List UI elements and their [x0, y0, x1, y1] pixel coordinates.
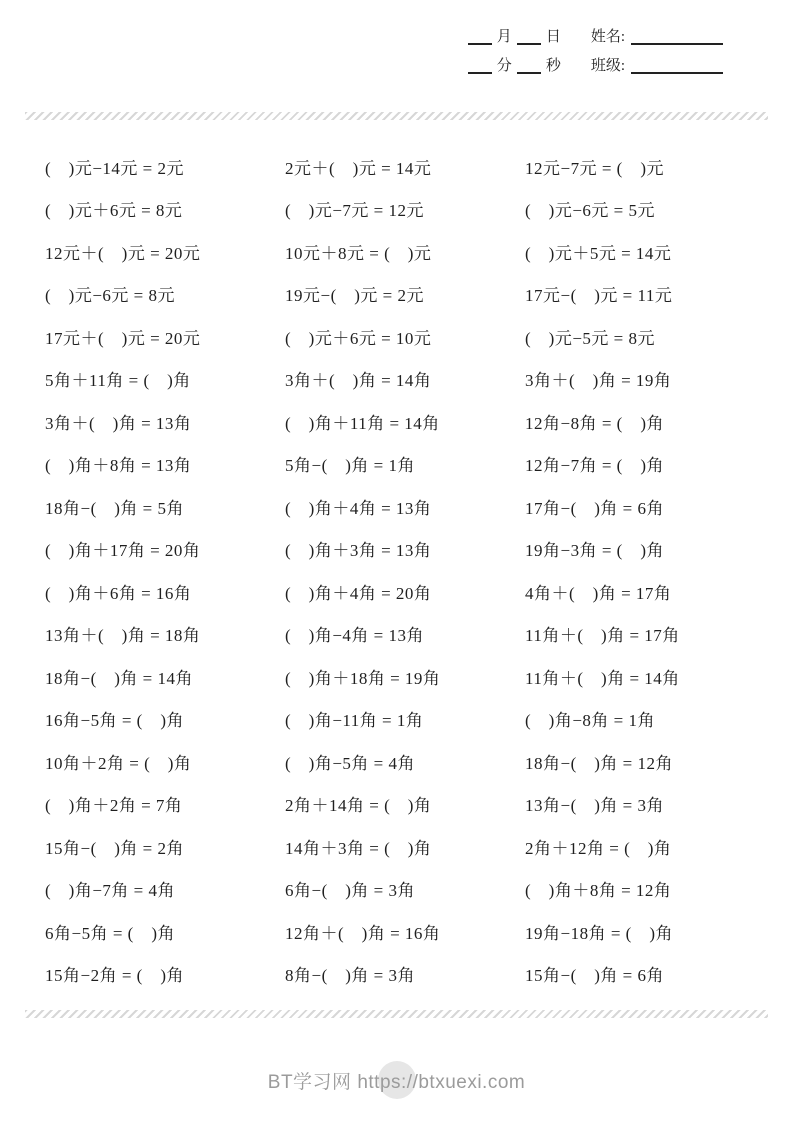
name-label: 姓名:: [590, 29, 625, 45]
problem-cell: 3角＋( )角 = 14角: [285, 371, 432, 391]
problem-cell: ( )元−5元 = 8元: [525, 328, 655, 348]
problem-cell: 18角−( )角 = 12角: [525, 753, 673, 773]
problem-cell: ( )角＋6角 = 16角: [45, 583, 192, 603]
problem-cell: 19角−3角 = ( )角: [525, 541, 664, 561]
worksheet-header: [463, 30, 723, 74]
problem-cell: ( )角＋11角 = 14角: [285, 413, 440, 433]
problem-cell: 12角＋( )角 = 16角: [285, 923, 441, 943]
problem-cell: 6角−5角 = ( )角: [45, 923, 175, 943]
problem-cell: 10元＋8元 = ( )元: [285, 243, 432, 263]
problem-cell: 18角−( )角 = 14角: [45, 668, 193, 688]
problem-cell: 3角＋( )角 = 13角: [45, 413, 192, 433]
minute-blank: [468, 59, 492, 74]
second-blank: [517, 59, 541, 74]
problem-cell: ( )元＋6元 = 8元: [45, 201, 183, 221]
problem-cell: ( )角−8角 = 1角: [525, 711, 655, 731]
problem-cell: ( )元＋5元 = 14元: [525, 243, 672, 263]
problem-cell: 12元−7元 = ( )元: [525, 158, 664, 178]
problem-cell: 15角−( )角 = 6角: [525, 966, 664, 986]
problems-grid: [45, 145, 778, 995]
problem-cell: ( )角−7角 = 4角: [45, 881, 175, 901]
problem-cell: 6角−( )角 = 3角: [285, 881, 415, 901]
month-label: 月: [496, 29, 512, 45]
class-blank: [631, 59, 723, 74]
footer: [0, 1060, 793, 1100]
problem-cell: 10角＋2角 = ( )角: [45, 753, 192, 773]
problem-cell: 16角−5角 = ( )角: [45, 711, 184, 731]
problem-cell: ( )角＋4角 = 20角: [285, 583, 432, 603]
problem-cell: 2元＋( )元 = 14元: [285, 158, 432, 178]
class-label: 班级:: [590, 58, 625, 74]
problem-cell: ( )元−14元 = 2元: [45, 158, 184, 178]
problem-cell: ( )元＋6元 = 10元: [285, 328, 432, 348]
problem-cell: 19元−( )元 = 2元: [285, 286, 424, 306]
problem-cell: 12角−7角 = ( )角: [525, 456, 664, 476]
footer-site-text: BT学习网 https://btxuexi.com: [267, 1071, 526, 1093]
minute-label: 分: [496, 58, 512, 74]
problem-cell: 4角＋( )角 = 17角: [525, 583, 672, 603]
problem-cell: 13角−( )角 = 3角: [525, 796, 664, 816]
problem-cell: 12角−8角 = ( )角: [525, 413, 664, 433]
problem-cell: ( )角＋4角 = 13角: [285, 498, 432, 518]
problem-cell: 15角−( )角 = 2角: [45, 838, 184, 858]
problem-cell: 3角＋( )角 = 19角: [525, 371, 672, 391]
problem-cell: ( )角−5角 = 4角: [285, 753, 415, 773]
problem-cell: 2角＋12角 = ( )角: [525, 838, 672, 858]
problem-cell: 8角−( )角 = 3角: [285, 966, 415, 986]
problem-cell: 18角−( )角 = 5角: [45, 498, 184, 518]
problem-cell: ( )角＋17角 = 20角: [45, 541, 201, 561]
problem-cell: 5角＋11角 = ( )角: [45, 371, 191, 391]
problem-cell: ( )角＋2角 = 7角: [45, 796, 183, 816]
problem-cell: 2角＋14角 = ( )角: [285, 796, 432, 816]
problem-cell: 19角−18角 = ( )角: [525, 923, 673, 943]
problem-cell: ( )元−6元 = 5元: [525, 201, 655, 221]
problem-cell: ( )元−7元 = 12元: [285, 201, 424, 221]
problem-cell: ( )元−6元 = 8元: [45, 286, 175, 306]
problem-cell: 12元＋( )元 = 20元: [45, 243, 201, 263]
problem-cell: 17元＋( )元 = 20元: [45, 328, 201, 348]
problem-cell: ( )角＋8角 = 13角: [45, 456, 192, 476]
problem-cell: 5角−( )角 = 1角: [285, 456, 415, 476]
problem-cell: 11角＋( )角 = 14角: [525, 668, 680, 688]
problem-cell: 17元−( )元 = 11元: [525, 286, 673, 306]
second-label: 秒: [545, 58, 561, 74]
divider-bottom: [25, 1010, 768, 1018]
month-blank: [468, 30, 492, 45]
day-blank: [517, 30, 541, 45]
day-label: 日: [545, 29, 561, 45]
problem-cell: ( )角−4角 = 13角: [285, 626, 424, 646]
problem-cell: 15角−2角 = ( )角: [45, 966, 184, 986]
problem-cell: 14角＋3角 = ( )角: [285, 838, 432, 858]
name-blank: [631, 30, 723, 45]
problem-cell: 13角＋( )角 = 18角: [45, 626, 201, 646]
problem-cell: ( )角＋18角 = 19角: [285, 668, 441, 688]
divider-top: [25, 112, 768, 120]
problem-cell: ( )角＋3角 = 13角: [285, 541, 432, 561]
date-time-line: [463, 30, 723, 45]
score-class-line: [463, 59, 723, 74]
problem-cell: ( )角＋8角 = 12角: [525, 881, 672, 901]
problem-cell: ( )角−11角 = 1角: [285, 711, 424, 731]
problem-cell: 11角＋( )角 = 17角: [525, 626, 680, 646]
problem-cell: 17角−( )角 = 6角: [525, 498, 664, 518]
